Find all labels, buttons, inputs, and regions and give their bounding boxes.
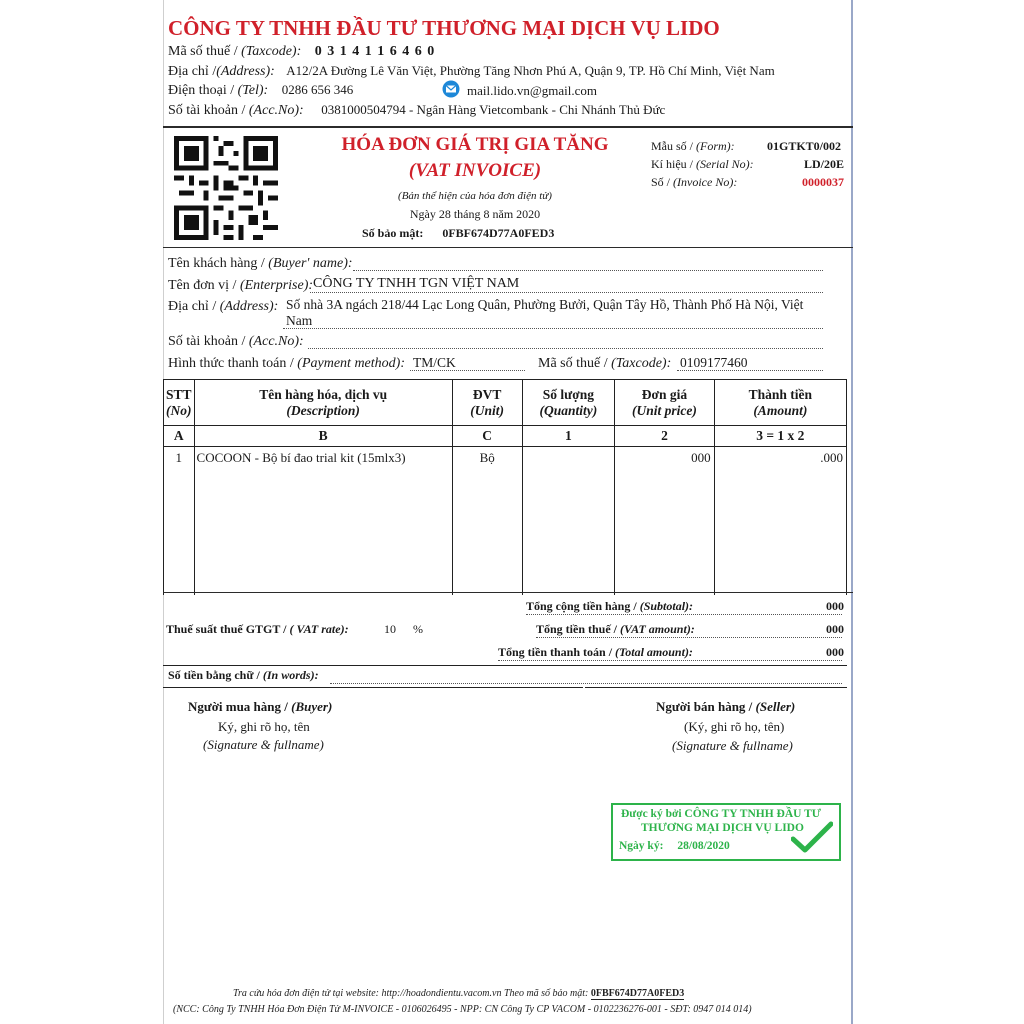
form-value: 01GTKT0/002 [767,139,842,153]
invoice-number: 0000037 [802,175,844,189]
buyer-enterprise-label: Tên đơn vị / (Enterprise): [168,278,314,293]
company-account: 0381000504794 - Ngân Hàng Vietcombank - Chi Nhánh Thủ Đức [321,102,666,117]
total-label: Tổng tiền thanh toán / (Total amount): [498,645,693,659]
email-icon [441,80,461,103]
buyer-address-line [283,328,823,329]
security-code: 0FBF674D77A0FED3 [442,226,555,240]
invoice-subtitle: (Bản thể hiện của hóa đơn điện tử) [398,190,552,202]
vat-rate-label: Thuế suất thuế GTGT / ( VAT rate): [166,622,349,636]
stamp-date-row: Ngày ký: 28/08/2020 [619,840,730,852]
vat-rate-unit: % [413,622,423,636]
seller-signature-title: Người bán hàng / (Seller) [656,699,796,714]
buyer-account-label: Số tài khoản / (Acc.No): [168,334,304,349]
check-mark-icon [791,821,833,853]
footer-provider: (NCC: Công Ty TNHH Hóa Đơn Điện Tử M-INVOICE - 0106026495 - NPP: CN Công Ty CP VACOM - 0102236276-001 - SĐT: 0947 014 014) [173,1004,752,1015]
stamp-line1: Được ký bởi CÔNG TY TNHH ĐẦU TƯ [621,808,821,820]
company-taxcode-row: Mã số thuế / (Taxcode): 0 3 1 4 1 1 6 4 6 0 [168,44,436,59]
items-table [163,379,847,595]
vat-amount-label: Tổng tiền thuế / (VAT amount): [536,622,695,636]
buyer-signature-title: Người mua hàng / (Buyer) [188,699,333,714]
title-divider [163,247,853,248]
digital-signature-stamp [611,803,841,861]
in-words-label: Số tiền bằng chữ / (In words): [168,668,319,682]
buyer-enterprise-line [310,292,823,293]
footer-lookup-code: 0FBF674D77A0FED3 [590,988,685,999]
totals-divider [163,665,847,666]
buyer-address-line1: Số nhà 3A ngách 218/44 Lạc Long Quân, Phường Bưởi, Quận Tây Hồ, Thành Phố Hà Nội, Việt [286,297,804,312]
buyer-sign-instruction: Ký, ghi rõ họ, tên [218,719,310,734]
table-row: 1 COCOON - Bộ bí đao trial kit (15mlx3) Bộ 000 .000 [164,447,847,595]
number-label: Số / (Invoice No): [651,175,738,189]
qr-code-icon [174,134,278,242]
vat-amount-value: 000 [826,622,844,636]
stamp-line2: THƯƠNG MẠI DỊCH VỤ LIDO [641,822,804,834]
seller-sign-instruction-en: (Signature & fullname) [672,738,793,753]
subtotal-line [526,614,842,615]
in-words-line [330,683,842,684]
table-code-row: A B C 1 2 3 = 1 x 2 [164,426,847,447]
form-label: Mẫu số / (Form): [651,139,735,153]
company-phone: 0286 656 346 [281,82,354,97]
payment-method: TM/CK [413,355,456,370]
buyer-address-label: Địa chỉ / (Address): [168,299,279,314]
invoice-date: Ngày 28 tháng 8 năm 2020 [409,207,541,221]
company-phone-row: Điện thoại / (Tel): 0286 656 346 [168,82,354,98]
invoice-title-en: (VAT INVOICE) [408,160,542,181]
total-value: 000 [826,645,844,659]
company-address-row: Địa chỉ /(Address): A12/2A Đường Lê Văn Việt, Phường Tăng Nhơn Phú A, Quận 9, TP. Hồ Chí Minh, Việt Nam [168,63,775,79]
buyer-sign-instruction-en: (Signature & fullname) [203,737,324,752]
col-header-amount: Thành tiền (Amount) [714,380,846,426]
company-taxcode: 0 3 1 4 1 1 6 4 6 0 [314,44,436,59]
company-address: A12/2A Đường Lê Văn Việt, Phường Tăng Nhơn Phú A, Quận 9, TP. Hồ Chí Minh, Việt Nam [286,63,775,78]
security-code-row: Số bảo mật: 0FBF674D77A0FED3 [362,226,555,240]
serial-label: Kí hiệu / (Serial No): [651,157,754,171]
company-account-row: Số tài khoản / (Acc.No): 0381000504794 - Ngân Hàng Vietcombank - Chi Nhánh Thủ Đức [168,102,666,118]
total-line [498,660,842,661]
company-email: mail.lido.vn@gmail.com [467,83,598,98]
buyer-address-line2: Nam [286,313,313,328]
subtotal-value: 000 [826,599,844,613]
vat-amount-line [536,637,842,638]
buyer-account-line [308,348,823,349]
col-header-unit: ĐVT (Unit) [452,380,522,426]
seller-sign-instruction: (Ký, ghi rõ họ, tên) [684,719,785,734]
vat-rate-value: 10 [384,622,396,636]
buyer-name-label: Tên khách hàng / (Buyer' name): [168,256,353,271]
buyer-taxcode-line [677,370,823,371]
payment-line [410,370,525,371]
col-header-description: Tên hàng hóa, dịch vụ (Description) [194,380,452,426]
words-divider-left [163,687,583,688]
payment-label: Hình thức thanh toán / (Payment method): [168,356,405,371]
subtotal-label: Tổng cộng tiền hàng / (Subtotal): [526,599,694,613]
buyer-enterprise: CÔNG TY TNHH TGN VIỆT NAM [313,276,520,291]
col-header-no: STT (No) [164,380,195,426]
words-divider-right [585,687,847,688]
footer-lookup: Tra cứu hóa đơn điện tử tại website: http://hoadondientu.vacom.vn Theo mã số bảo mật: 0FBF674D77A0FED3 [233,988,685,999]
invoice-title: HÓA ĐƠN GIÁ TRỊ GIA TĂNG [341,134,609,155]
buyer-taxcode: 0109177460 [680,355,748,370]
buyer-taxcode-label: Mã số thuế / (Taxcode): [538,356,672,371]
company-name: CÔNG TY TNHH ĐẦU TƯ THƯƠNG MẠI DỊCH VỤ LIDO [168,16,720,40]
serial-value: LD/20E [804,157,845,171]
header-divider [163,126,853,128]
table-bottom-line [163,592,853,593]
col-header-quantity: Số lượng (Quantity) [522,380,615,426]
buyer-name-line [353,270,823,271]
table-header-row [164,380,847,426]
col-header-unit-price: Đơn giá (Unit price) [615,380,714,426]
